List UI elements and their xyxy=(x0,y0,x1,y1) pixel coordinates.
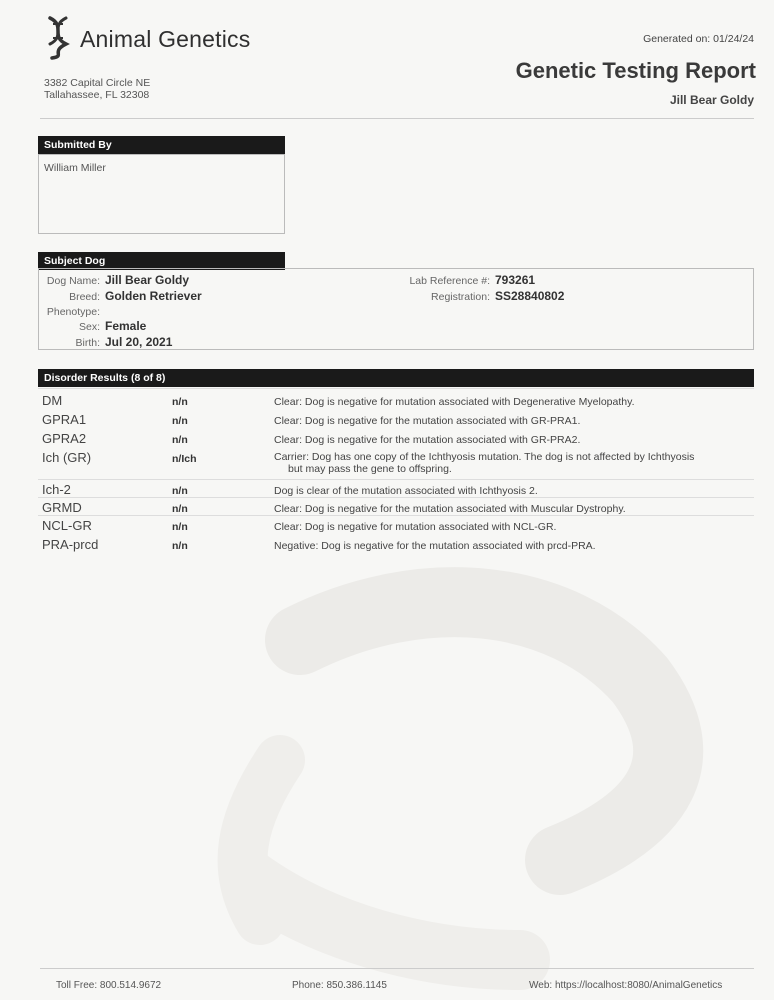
row-divider xyxy=(38,497,754,498)
sex-value: Female xyxy=(105,319,147,333)
gene-name: GPRA1 xyxy=(42,412,87,427)
genotype: n/n xyxy=(172,396,188,408)
result-description: Carrier: Dog has one copy of the Ichthyosis mutation. The dog is not affected by Ichthyosis xyxy=(274,451,695,463)
genotype: n/n xyxy=(172,521,188,533)
address-line-1: 3382 Capital Circle NE xyxy=(44,77,151,89)
breed-label: Breed: xyxy=(69,291,100,303)
genotype: n/n xyxy=(172,540,188,552)
result-description: Clear: Dog is negative for the mutation associated with GR-PRA1. xyxy=(274,415,581,427)
generated-date: Generated on: 01/24/24 xyxy=(643,33,754,45)
dog-name-label: Dog Name: xyxy=(46,275,100,287)
phenotype-label: Phenotype: xyxy=(46,306,100,318)
gene-name: Ich (GR) xyxy=(42,450,92,465)
company-address xyxy=(44,77,150,101)
footer-divider xyxy=(40,968,754,969)
birth-label: Birth: xyxy=(75,337,100,349)
genotype: n/Ich xyxy=(172,453,197,465)
report-title: Genetic Testing Report xyxy=(515,58,756,83)
results-divider xyxy=(38,388,754,389)
lab-reference-value: 793261 xyxy=(495,273,536,287)
gene-name: GRMD xyxy=(42,500,82,515)
row-divider xyxy=(38,479,754,480)
dog-name-value: Jill Bear Goldy xyxy=(105,273,190,287)
toll-free-number: Toll Free: 800.514.9672 xyxy=(56,980,162,991)
website-link[interactable]: Web: https://localhost:8080/AnimalGenetics xyxy=(529,980,723,991)
breed-value: Golden Retriever xyxy=(105,289,202,303)
registration-value: SS28840802 xyxy=(495,289,565,303)
result-description: Clear: Dog is negative for mutation associated with NCL-GR. xyxy=(274,521,557,533)
result-description: Dog is clear of the mutation associated with Ichthyosis 2. xyxy=(274,485,538,497)
subject-dog-heading: Subject Dog xyxy=(38,252,285,270)
report-dog-name: Jill Bear Goldy xyxy=(669,93,754,107)
submitted-by-heading: Submitted By xyxy=(38,136,285,154)
row-divider xyxy=(38,515,754,516)
gene-name: GPRA2 xyxy=(42,431,87,446)
genotype: n/n xyxy=(172,434,188,446)
lab-reference-label: Lab Reference #: xyxy=(409,275,490,287)
result-description-cont: but may pass the gene to offspring. xyxy=(288,463,452,475)
brand-name: Animal Genetics xyxy=(80,26,251,52)
gene-name: PRA-prcd xyxy=(42,537,99,552)
result-description: Clear: Dog is negative for the mutation associated with Muscular Dystrophy. xyxy=(274,503,626,515)
birth-value: Jul 20, 2021 xyxy=(105,335,173,349)
genotype: n/n xyxy=(172,485,188,497)
result-description: Clear: Dog is negative for the mutation associated with GR-PRA2. xyxy=(274,434,581,446)
gene-name: DM xyxy=(42,393,63,408)
registration-label: Registration: xyxy=(431,291,490,303)
address-line-2: Tallahassee, FL 32308 xyxy=(44,89,150,101)
result-description: Negative: Dog is negative for the mutation associated with prcd-PRA. xyxy=(274,540,596,552)
genotype: n/n xyxy=(172,415,188,427)
sex-label: Sex: xyxy=(78,321,100,333)
submitter-name: William Miller xyxy=(44,162,106,174)
gene-name: Ich-2 xyxy=(42,482,71,497)
genotype: n/n xyxy=(172,503,188,515)
phone-number: Phone: 850.386.1145 xyxy=(292,980,387,991)
disorder-results-heading: Disorder Results (8 of 8) xyxy=(38,369,754,387)
gene-name: NCL-GR xyxy=(42,518,92,533)
result-description: Clear: Dog is negative for mutation associated with Degenerative Myelopathy. xyxy=(274,396,635,408)
dna-logo-icon xyxy=(44,14,72,60)
header-divider xyxy=(40,118,754,119)
